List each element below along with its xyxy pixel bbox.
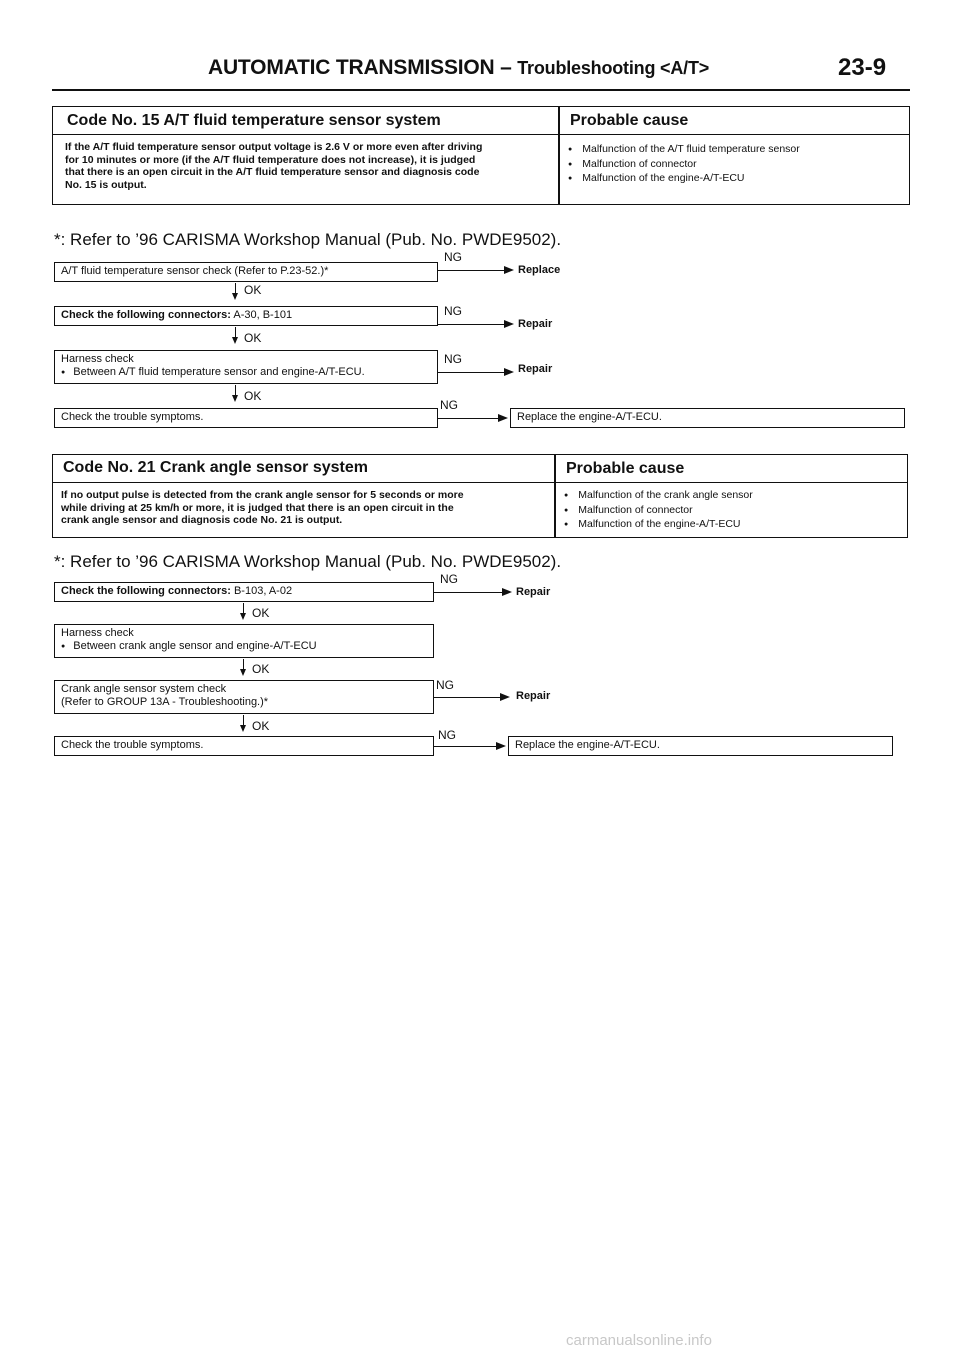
header-title-separator: –	[500, 56, 512, 79]
ok-arrowhead	[232, 293, 238, 300]
ok-label: OK	[244, 283, 262, 297]
description-line: If the A/T fluid temperature sensor output voltage is 2.6 V or more even after driving	[65, 141, 483, 153]
probable-cause-title: Probable cause	[566, 460, 685, 477]
table-divider	[558, 107, 560, 204]
step-text: A-30, B-101	[230, 309, 293, 321]
refer-note: *: Refer to ’96 CARISMA Workshop Manual (Pub. No. PWDE9502).	[54, 230, 562, 249]
step-check-symptoms	[54, 408, 438, 428]
ng-label: NG	[440, 572, 458, 586]
cause-item: ● Malfunction of the engine-A/T-ECU	[568, 172, 903, 187]
step-text: Harness check	[61, 627, 134, 639]
step-text: (Refer to GROUP 13A - Troubleshooting.)*	[61, 696, 269, 708]
description-line: while driving at 25 km/h or more, it is judged that there is an open circuit in the	[61, 501, 454, 514]
refer-note: *: Refer to ’96 CARISMA Workshop Manual (Pub. No. PWDE9502).	[54, 552, 562, 571]
description-line: If no output pulse is detected from the crank angle sensor for 5 seconds or more	[61, 489, 464, 501]
ok-arrowhead	[240, 725, 246, 732]
ng-label: NG	[444, 304, 462, 318]
ok-label: OK	[252, 606, 270, 620]
ok-label: OK	[244, 331, 262, 345]
ng-arrow	[434, 592, 504, 593]
ok-arrowhead	[232, 337, 238, 344]
step-text-bullet: ● Between crank angle sensor and engine-A/T-ECU	[61, 640, 427, 654]
header-rule	[52, 89, 910, 91]
ng-label: NG	[444, 352, 462, 366]
step-text: A/T fluid temperature sensor check (Refer to P.23-52.)*	[61, 265, 329, 277]
ng-arrow	[438, 270, 506, 271]
ok-arrowhead	[232, 395, 238, 402]
ng-arrowhead	[498, 414, 508, 422]
page-number: 23-9	[838, 54, 887, 81]
result-text: Replace the engine-A/T-ECU.	[517, 411, 662, 423]
description-line: for 10 minutes or more (if the A/T fluid temperature does not increase), it is judged	[65, 153, 476, 166]
probable-cause-list	[564, 489, 899, 533]
header-title-sub: Troubleshooting <A/T>	[517, 58, 710, 78]
ok-label: OK	[252, 662, 270, 676]
ng-label: NG	[438, 728, 456, 742]
ng-arrowhead	[500, 693, 510, 701]
header-title-main: AUTOMATIC TRANSMISSION	[208, 56, 495, 79]
code-title: Code No. 15 A/T fluid temperature sensor system	[67, 112, 441, 129]
page-header-title	[208, 56, 709, 80]
watermark-footer: carmanualsonline.info	[566, 1332, 712, 1349]
step-connector-check	[54, 582, 434, 602]
cause-item: ● Malfunction of connector	[568, 158, 903, 173]
probable-cause-list	[568, 143, 903, 187]
result-replace: Replace	[518, 264, 561, 276]
code-description	[61, 489, 551, 527]
result-replace-ecu	[508, 736, 893, 756]
step-check-symptoms	[54, 736, 434, 756]
ok-arrowhead	[240, 613, 246, 620]
step-text: Crank angle sensor system check	[61, 683, 227, 695]
ng-label: NG	[444, 250, 462, 264]
step-text-bold: Check the following connectors:	[61, 309, 231, 321]
step-harness-check	[54, 624, 434, 658]
probable-cause-title: Probable cause	[570, 112, 689, 129]
step-text: Check the trouble symptoms.	[61, 411, 204, 423]
step-crank-sensor-check	[54, 680, 434, 714]
ng-arrowhead	[502, 588, 512, 596]
step-text-bullet: ● Between A/T fluid temperature sensor and engine-A/T-ECU.	[61, 366, 431, 380]
cause-item: ● Malfunction of the A/T fluid temperature sensor	[568, 143, 903, 158]
ng-arrow	[438, 418, 500, 419]
result-text: Replace the engine-A/T-ECU.	[515, 739, 660, 751]
result-repair: Repair	[516, 586, 551, 598]
code-21-table	[52, 454, 908, 538]
step-harness-check	[54, 350, 438, 384]
step-fluid-sensor-check	[54, 262, 438, 282]
ok-label: OK	[252, 719, 270, 733]
result-repair: Repair	[518, 318, 553, 330]
ng-arrowhead	[504, 266, 514, 274]
result-repair: Repair	[516, 690, 551, 702]
code-title: Code No. 21 Crank angle sensor system	[63, 459, 368, 476]
step-text: B-103, A-02	[230, 585, 293, 597]
description-line: crank angle sensor and diagnosis code No. 21 is output.	[61, 514, 343, 526]
ng-arrowhead	[504, 368, 514, 376]
ng-arrow	[434, 697, 502, 698]
step-text: Check the trouble symptoms.	[61, 739, 204, 751]
description-line: that there is an open circuit in the A/T fluid temperature sensor and diagnosis code	[65, 166, 480, 178]
cause-item: ● Malfunction of the engine-A/T-ECU	[564, 518, 899, 533]
ng-label: NG	[440, 398, 458, 412]
ng-arrow	[434, 746, 498, 747]
cause-item: ● Malfunction of connector	[564, 504, 899, 519]
code-description	[65, 141, 553, 191]
step-text: Harness check	[61, 353, 134, 365]
cause-item: ● Malfunction of the crank angle sensor	[564, 489, 899, 504]
ng-arrowhead	[496, 742, 506, 750]
ng-arrowhead	[504, 320, 514, 328]
description-line: No. 15 is output.	[65, 178, 147, 191]
ok-arrowhead	[240, 669, 246, 676]
ng-arrow	[438, 372, 506, 373]
ng-arrow	[438, 324, 506, 325]
result-repair: Repair	[518, 363, 553, 375]
step-connector-check	[54, 306, 438, 326]
ok-label: OK	[244, 389, 262, 403]
code-15-table	[52, 106, 910, 205]
table-divider	[554, 455, 556, 537]
ng-label: NG	[436, 678, 454, 692]
result-replace-ecu	[510, 408, 905, 428]
step-text-bold: Check the following connectors:	[61, 585, 231, 597]
